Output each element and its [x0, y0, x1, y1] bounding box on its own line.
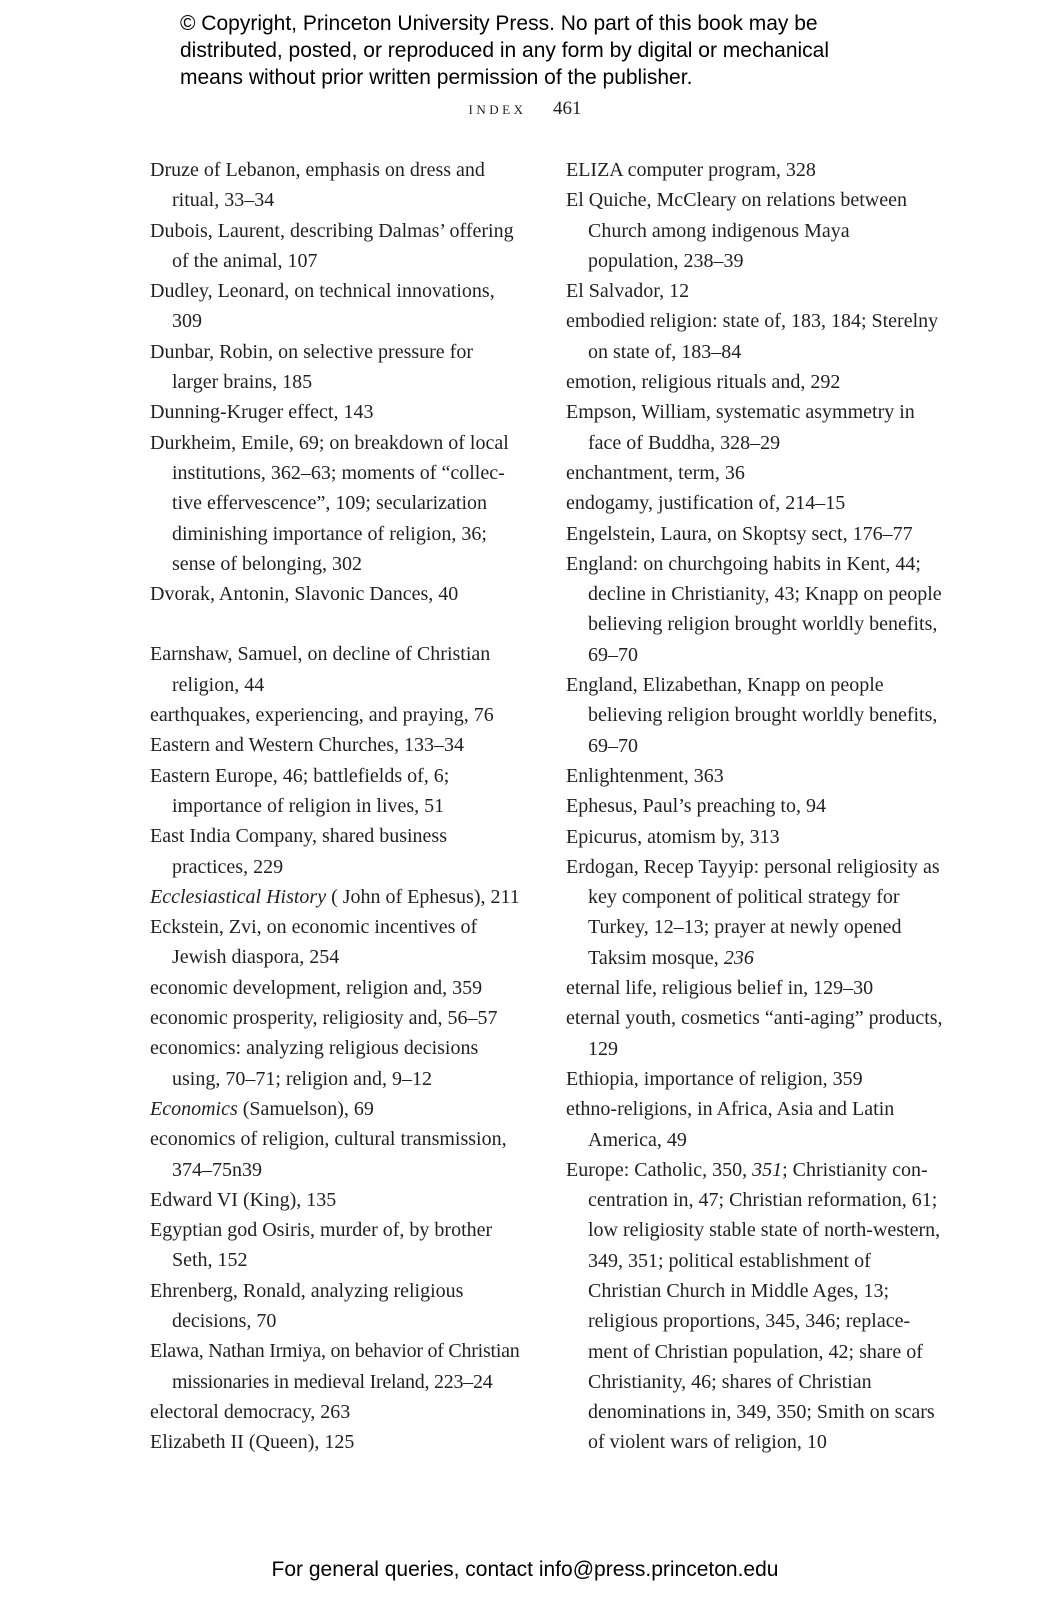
index-entry: economic development, religion and, 359 — [150, 976, 483, 999]
index-entry: Dudley, Leonard, on technical innovations, 309 — [150, 280, 495, 333]
index-entry: Dvorak, Antonin, Slavonic Dances, 40 — [150, 583, 459, 606]
index-column-right — [566, 155, 944, 1458]
footer-contact: For general queries, contact info@press.princeton.edu — [271, 1558, 779, 1581]
index-entry: embodied religion: state of, 183, 184; Sterelny on state of, 183–84 — [566, 310, 939, 363]
copyright-line: distributed, posted, or reproduced in any form by digital or mechanical — [180, 39, 830, 62]
index-entry: Eckstein, Zvi, on economic incentives of Jewish diaspora, 254 — [150, 916, 478, 969]
index-entry: Dunning-Kruger effect, 143 — [150, 401, 374, 424]
index-entry: Europe: Catholic, 350, 351; Christianity con-centration in, 47; Christian reformation, 61; low religiosity stable state of north-western, 349, 351; political establishment of Christian Church in Middle Ages, 13; religious proportions, 345, 346; replace-ment of Christian population, 42; share of Christianity, 46; shares of Christian denominations in, 349, 350; Smith on scars of violent wars of religion, 10 — [566, 1158, 941, 1454]
index-entry: Edward VI (King), 135 — [150, 1188, 337, 1211]
running-head-title: index — [468, 98, 527, 119]
index-entry: ELIZA computer program, 328 — [566, 159, 816, 181]
index-entry: eternal youth, cosmetics “anti-aging” products, 129 — [566, 1007, 943, 1060]
index-entry: Epicurus, atomism by, 313 — [566, 825, 780, 848]
index-entry: economic prosperity, religiosity and, 56–57 — [150, 1007, 498, 1030]
index-entry: East India Company, shared business practices, 229 — [150, 825, 447, 878]
index-entry: England: on churchgoing habits in Kent, 44; decline in Christianity, 43; Knapp on people believing religion brought worldly benefits, 69–70 — [566, 552, 942, 666]
index-entry: Engelstein, Laura, on Skoptsy sect, 176–77 — [566, 522, 913, 545]
copyright-notice — [180, 10, 940, 91]
running-head — [0, 98, 1050, 120]
index-entry: Elizabeth II (Queen), 125 — [150, 1431, 355, 1454]
index-entry: economics of religion, cultural transmission, 374–75n39 — [150, 1128, 507, 1181]
index-entry: Ecclesiastical History ( John of Ephesus), 211 — [150, 885, 520, 908]
index-entry: eternal life, religious belief in, 129–30 — [566, 977, 874, 1000]
page-number: 461 — [552, 98, 582, 119]
index-entry: England, Elizabethan, Knapp on people believing religion brought worldly benefits, 69–70 — [566, 674, 938, 757]
index-entry: Elawa, Nathan Irmiya, on behavior of Christian missionaries in medieval Ireland, 223–24 — [150, 1340, 520, 1393]
index-entry: Druze of Lebanon, emphasis on dress and ritual, 33–34 — [150, 159, 485, 212]
index-entry: Enlightenment, 363 — [566, 764, 724, 787]
index-entry: Durkheim, Emile, 69; on breakdown of local institutions, 362–63; moments of “collec-tive effervescence”, 109; secularization diminishing importance of religion, 36; sense of belonging, 302 — [150, 431, 509, 575]
index-entry: enchantment, term, 36 — [566, 461, 745, 484]
index-entry: Empson, William, systematic asymmetry in face of Buddha, 328–29 — [566, 401, 915, 454]
index-entry: economics: analyzing religious decisions using, 70–71; religion and, 9–12 — [150, 1037, 479, 1090]
index-entry: earthquakes, experiencing, and praying, 76 — [150, 704, 494, 727]
index-column-left — [150, 155, 524, 1457]
index-entry: electoral democracy, 263 — [150, 1400, 351, 1423]
index-entry: Ethiopia, importance of religion, 359 — [566, 1067, 863, 1090]
index-entry: El Salvador, 12 — [566, 280, 690, 303]
index-entry: Eastern and Western Churches, 133–34 — [150, 734, 465, 757]
copyright-line: © Copyright, Princeton University Press. No part of this book may be — [180, 12, 818, 35]
index-entry: emotion, religious rituals and, 292 — [566, 371, 841, 394]
index-entry: Economics (Samuelson), 69 — [150, 1097, 374, 1120]
index-entry: ethno-religions, in Africa, Asia and Latin America, 49 — [566, 1098, 895, 1151]
index-entry: Dubois, Laurent, describing Dalmas’ offering of the animal, 107 — [150, 219, 514, 272]
index-entry: Dunbar, Robin, on selective pressure for larger brains, 185 — [150, 340, 473, 394]
index-entry: Ephesus, Paul’s preaching to, 94 — [566, 795, 826, 818]
index-entry: endogamy, justification of, 214–15 — [566, 492, 846, 515]
index-entry: Earnshaw, Samuel, on decline of Christian religion, 44 — [150, 643, 491, 696]
index-entry: Ehrenberg, Ronald, analyzing religious decisions, 70 — [150, 1279, 464, 1332]
index-entry: El Quiche, McCleary on relations between Church among indigenous Maya population, 238–39 — [566, 189, 907, 272]
index-entry: Erdogan, Recep Tayyip: personal religiosity as key component of political strategy for Turkey, 12–13; prayer at newly opened Taksim mosque, 236 — [566, 855, 940, 969]
index-entry: Eastern Europe, 46; battlefields of, 6; importance of religion in lives, 51 — [150, 764, 450, 817]
copyright-line: means without prior written permission of the publisher. — [180, 66, 693, 89]
index-entry: Egyptian god Osiris, murder of, by brother Seth, 152 — [150, 1219, 493, 1272]
